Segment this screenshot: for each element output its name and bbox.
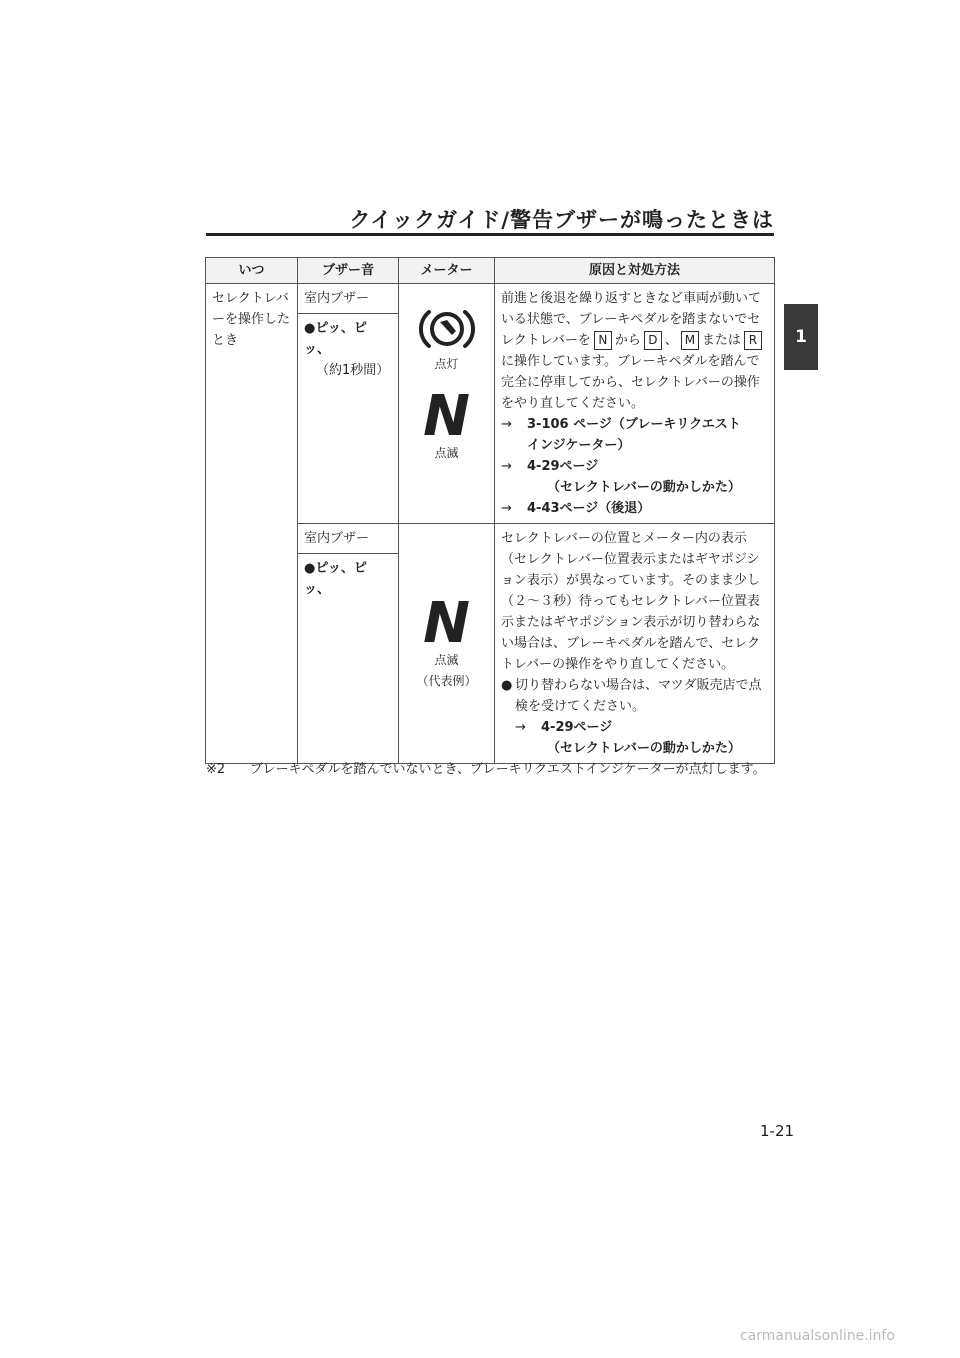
bullet-item: ● 切り替わらない場合は、マツダ販売店で点検を受けてください。 bbox=[501, 675, 768, 717]
arrow-icon: → bbox=[501, 459, 512, 474]
buzzer-type: 室内ブザー bbox=[298, 524, 398, 554]
key-d: D bbox=[644, 331, 662, 350]
footnote-text: ブレーキペダルを踏んでいないとき、ブレーキリクエストインジケーターが点灯します。 bbox=[250, 762, 766, 777]
chapter-tab: 1 bbox=[784, 304, 818, 370]
warning-table bbox=[205, 257, 775, 764]
column-header-buzzer: ブザー音 bbox=[298, 258, 399, 284]
buzzer-pattern bbox=[298, 314, 398, 385]
cause-cell bbox=[495, 284, 775, 524]
cause-text: 前進と後退を繰り返すときなど車両が動いている状態で、ブレーキペダルを踏まないでセレクトレバーを N から D 、 M または Rに操作しています。ブレーキペダルを踏んで完全に停車してから、セレクトレバーの操作をやり直してください。 bbox=[501, 291, 762, 411]
watermark: carmanualsonline.info bbox=[740, 1328, 895, 1344]
arrow-icon: → bbox=[501, 501, 512, 516]
buzzer-cell bbox=[298, 284, 399, 524]
meter-icon2-label: 点滅 bbox=[434, 446, 459, 460]
page-reference: → 4-29ページ bbox=[501, 456, 768, 477]
meter-cell bbox=[399, 524, 495, 764]
column-header-when: いつ bbox=[206, 258, 298, 284]
brake-request-indicator-icon bbox=[419, 304, 475, 354]
buzzer-type: 室内ブザー bbox=[298, 284, 398, 314]
buzzer-pattern-note: （約1秒間） bbox=[316, 363, 390, 378]
key-m: M bbox=[681, 331, 699, 350]
footnote bbox=[206, 760, 776, 780]
table-row bbox=[206, 284, 775, 524]
buzzer-pattern: ●ピッ、ピッ、 bbox=[304, 561, 367, 597]
meter-label: 点滅 bbox=[434, 653, 459, 667]
n-indicator-icon: N bbox=[423, 591, 470, 656]
key-n: N bbox=[594, 331, 612, 350]
n-indicator-icon: N bbox=[423, 384, 470, 449]
table-header-row bbox=[206, 258, 775, 284]
buzzer-cell bbox=[298, 524, 399, 764]
page-number: 1-21 bbox=[760, 1122, 795, 1140]
column-header-cause: 原因と対処方法 bbox=[495, 258, 775, 284]
column-header-meter: メーター bbox=[399, 258, 495, 284]
key-r: R bbox=[744, 331, 762, 350]
page-reference: → 4-29ページ bbox=[501, 717, 768, 738]
page-reference-cont: インジケーター） bbox=[527, 438, 631, 453]
page-reference-cont: （セレクトレバーの動かしかた） bbox=[547, 741, 741, 756]
meter-n-indicator bbox=[405, 591, 488, 656]
cause-text: セレクトレバーの位置とメーター内の表示（セレクトレバー位置表示またはギヤポジション表示）が異なっています。そのまま少し（２～３秒）待ってもセレクトレバー位置表示またはギヤポジション表示が切り替わらない場合は、ブレーキペダルを踏んで、セレクトレバーの操作をやり直してください。 bbox=[501, 531, 761, 672]
meter-cell bbox=[399, 284, 495, 524]
arrow-icon: → bbox=[501, 417, 512, 432]
page-reference: → 3-106 ページ（ブレーキリクエスト bbox=[501, 414, 768, 435]
meter-n-indicator bbox=[405, 384, 488, 449]
footnote-mark: ※2 bbox=[206, 762, 226, 777]
when-cell: セレクトレバーを操作したとき bbox=[206, 284, 298, 764]
buzzer-pattern-text: ●ピッ、ピッ、 bbox=[304, 321, 367, 357]
page-reference-cont: （セレクトレバーの動かしかた） bbox=[547, 480, 741, 495]
page-title: クイックガイド/警告ブザーが鳴ったときは bbox=[349, 208, 774, 232]
arrow-icon: → bbox=[515, 720, 526, 735]
cause-cell bbox=[495, 524, 775, 764]
bullet-icon: ● bbox=[501, 678, 513, 693]
page-reference: → 4-43ページ（後退） bbox=[501, 498, 768, 519]
meter-icon1-label: 点灯 bbox=[434, 357, 459, 371]
meter-note: （代表例） bbox=[416, 674, 477, 688]
header-rule bbox=[206, 233, 774, 236]
